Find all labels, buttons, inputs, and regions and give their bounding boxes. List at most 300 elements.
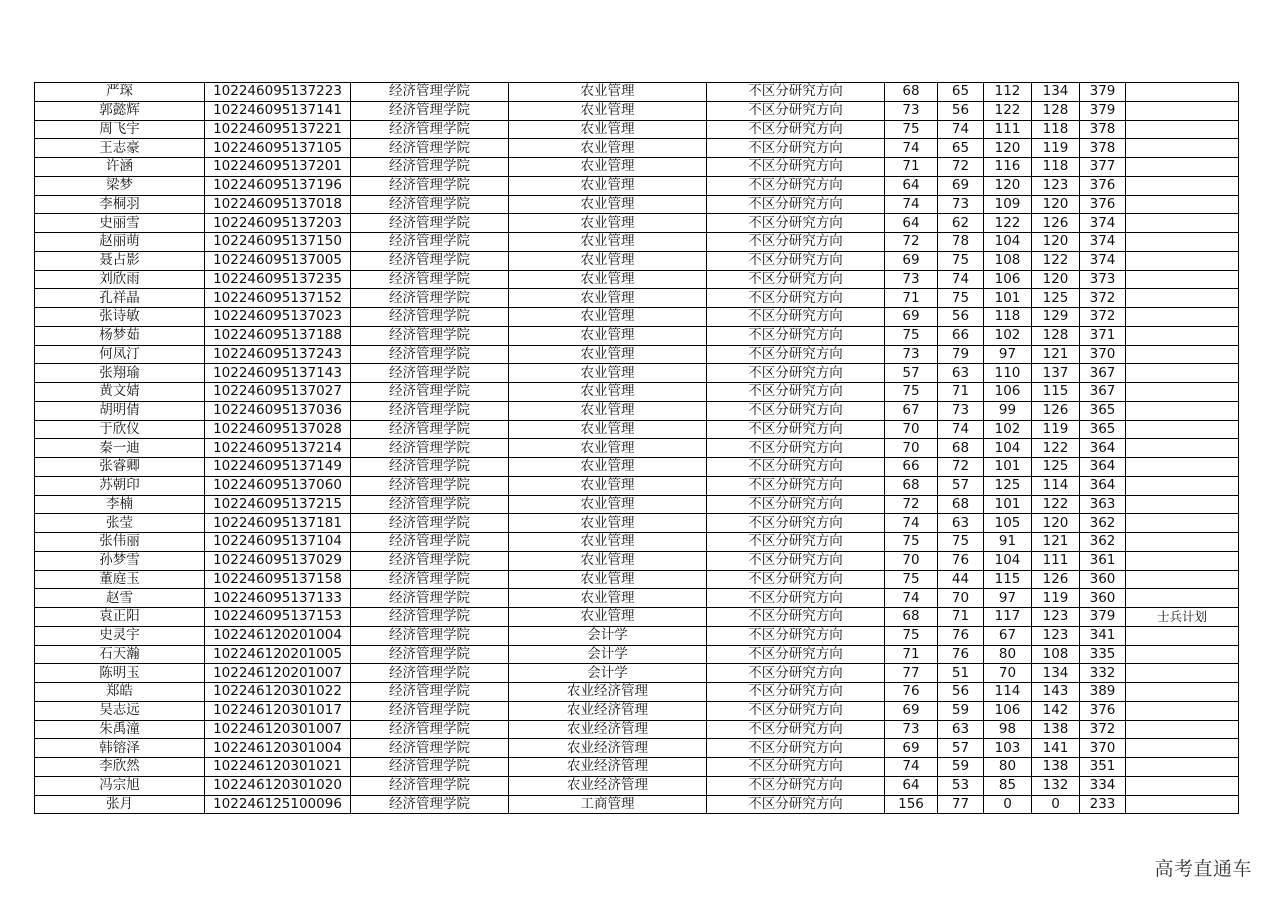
score-subject-2-cell: 119	[1032, 139, 1080, 158]
table-row	[35, 664, 1239, 683]
score-politics-cell: 75	[885, 120, 938, 139]
score-subject-1-cell: 116	[984, 158, 1032, 177]
candidate-name-cell: 刘欣雨	[35, 270, 205, 289]
major-cell: 工商管理	[509, 795, 707, 814]
college-cell: 经济管理学院	[351, 608, 509, 627]
total-score-cell: 374	[1080, 251, 1126, 270]
exam-id-cell: 102246095137104	[205, 533, 351, 552]
candidate-name-cell: 冯宗旭	[35, 776, 205, 795]
research-direction-cell: 不区分研究方向	[707, 383, 885, 402]
note-cell	[1126, 139, 1239, 158]
table-row	[35, 701, 1239, 720]
major-cell: 会计学	[509, 626, 707, 645]
score-subject-1-cell: 99	[984, 401, 1032, 420]
score-politics-cell: 77	[885, 664, 938, 683]
candidate-name-cell: 赵雪	[35, 589, 205, 608]
score-subject-2-cell: 122	[1032, 495, 1080, 514]
score-politics-cell: 68	[885, 608, 938, 627]
exam-id-cell: 102246095137223	[205, 83, 351, 102]
total-score-cell: 373	[1080, 270, 1126, 289]
major-cell: 农业管理	[509, 345, 707, 364]
major-cell: 农业经济管理	[509, 701, 707, 720]
research-direction-cell: 不区分研究方向	[707, 758, 885, 777]
score-subject-2-cell: 119	[1032, 420, 1080, 439]
score-politics-cell: 70	[885, 420, 938, 439]
candidate-name-cell: 李桐羽	[35, 195, 205, 214]
score-politics-cell: 69	[885, 251, 938, 270]
score-politics-cell: 74	[885, 195, 938, 214]
total-score-cell: 372	[1080, 720, 1126, 739]
exam-id-cell: 102246120301020	[205, 776, 351, 795]
table-row	[35, 364, 1239, 383]
candidate-name-cell: 董庭玉	[35, 570, 205, 589]
score-subject-2-cell: 128	[1032, 101, 1080, 120]
research-direction-cell: 不区分研究方向	[707, 795, 885, 814]
note-cell	[1126, 364, 1239, 383]
total-score-cell: 332	[1080, 664, 1126, 683]
college-cell: 经济管理学院	[351, 233, 509, 252]
score-subject-2-cell: 108	[1032, 645, 1080, 664]
table-row	[35, 308, 1239, 327]
total-score-cell: 362	[1080, 533, 1126, 552]
score-politics-cell: 64	[885, 176, 938, 195]
table-row	[35, 570, 1239, 589]
candidate-name-cell: 李欣然	[35, 758, 205, 777]
research-direction-cell: 不区分研究方向	[707, 420, 885, 439]
note-cell	[1126, 720, 1239, 739]
score-subject-2-cell: 126	[1032, 214, 1080, 233]
research-direction-cell: 不区分研究方向	[707, 533, 885, 552]
total-score-cell: 351	[1080, 758, 1126, 777]
score-politics-cell: 73	[885, 270, 938, 289]
total-score-cell: 334	[1080, 776, 1126, 795]
college-cell: 经济管理学院	[351, 570, 509, 589]
score-foreign-language-cell: 76	[938, 645, 984, 664]
total-score-cell: 233	[1080, 795, 1126, 814]
score-subject-1-cell: 0	[984, 795, 1032, 814]
score-subject-2-cell: 121	[1032, 533, 1080, 552]
table-row	[35, 420, 1239, 439]
note-cell	[1126, 326, 1239, 345]
college-cell: 经济管理学院	[351, 420, 509, 439]
major-cell: 农业管理	[509, 195, 707, 214]
major-cell: 会计学	[509, 645, 707, 664]
college-cell: 经济管理学院	[351, 251, 509, 270]
research-direction-cell: 不区分研究方向	[707, 458, 885, 477]
score-subject-2-cell: 119	[1032, 589, 1080, 608]
exam-id-cell: 102246095137235	[205, 270, 351, 289]
major-cell: 农业管理	[509, 401, 707, 420]
major-cell: 农业管理	[509, 139, 707, 158]
score-subject-1-cell: 102	[984, 420, 1032, 439]
exam-id-cell: 102246120301004	[205, 739, 351, 758]
table-row	[35, 270, 1239, 289]
note-cell	[1126, 158, 1239, 177]
candidate-name-cell: 秦一迪	[35, 439, 205, 458]
score-politics-cell: 70	[885, 439, 938, 458]
score-foreign-language-cell: 57	[938, 739, 984, 758]
score-subject-1-cell: 125	[984, 476, 1032, 495]
score-politics-cell: 75	[885, 533, 938, 552]
score-subject-1-cell: 70	[984, 664, 1032, 683]
note-cell	[1126, 214, 1239, 233]
exam-id-cell: 102246095137029	[205, 551, 351, 570]
college-cell: 经济管理学院	[351, 476, 509, 495]
candidate-name-cell: 聂占影	[35, 251, 205, 270]
major-cell: 农业管理	[509, 364, 707, 383]
research-direction-cell: 不区分研究方向	[707, 701, 885, 720]
candidate-name-cell: 张伟丽	[35, 533, 205, 552]
major-cell: 农业管理	[509, 214, 707, 233]
table-row	[35, 551, 1239, 570]
exam-id-cell: 102246125100096	[205, 795, 351, 814]
note-cell	[1126, 83, 1239, 102]
score-subject-1-cell: 122	[984, 101, 1032, 120]
college-cell: 经济管理学院	[351, 683, 509, 702]
candidate-name-cell: 胡明倩	[35, 401, 205, 420]
total-score-cell: 370	[1080, 739, 1126, 758]
total-score-cell: 360	[1080, 570, 1126, 589]
candidate-name-cell: 郭懿辉	[35, 101, 205, 120]
candidate-name-cell: 史丽雪	[35, 214, 205, 233]
note-cell	[1126, 345, 1239, 364]
college-cell: 经济管理学院	[351, 308, 509, 327]
score-foreign-language-cell: 75	[938, 251, 984, 270]
score-foreign-language-cell: 66	[938, 326, 984, 345]
total-score-cell: 335	[1080, 645, 1126, 664]
candidate-name-cell: 杨梦茹	[35, 326, 205, 345]
research-direction-cell: 不区分研究方向	[707, 120, 885, 139]
score-foreign-language-cell: 56	[938, 308, 984, 327]
score-subject-2-cell: 123	[1032, 626, 1080, 645]
note-cell	[1126, 683, 1239, 702]
score-subject-1-cell: 111	[984, 120, 1032, 139]
research-direction-cell: 不区分研究方向	[707, 776, 885, 795]
candidate-name-cell: 孙梦雪	[35, 551, 205, 570]
score-subject-2-cell: 115	[1032, 383, 1080, 402]
note-cell	[1126, 401, 1239, 420]
score-subject-1-cell: 67	[984, 626, 1032, 645]
college-cell: 经济管理学院	[351, 776, 509, 795]
total-score-cell: 364	[1080, 439, 1126, 458]
exam-id-cell: 102246120301017	[205, 701, 351, 720]
total-score-cell: 362	[1080, 514, 1126, 533]
candidate-name-cell: 于欣仪	[35, 420, 205, 439]
score-subject-1-cell: 91	[984, 533, 1032, 552]
score-politics-cell: 64	[885, 776, 938, 795]
score-foreign-language-cell: 59	[938, 758, 984, 777]
total-score-cell: 379	[1080, 83, 1126, 102]
college-cell: 经济管理学院	[351, 101, 509, 120]
college-cell: 经济管理学院	[351, 589, 509, 608]
score-subject-1-cell: 80	[984, 758, 1032, 777]
table-row	[35, 139, 1239, 158]
major-cell: 农业管理	[509, 233, 707, 252]
score-subject-2-cell: 120	[1032, 270, 1080, 289]
exam-id-cell: 102246095137018	[205, 195, 351, 214]
research-direction-cell: 不区分研究方向	[707, 608, 885, 627]
score-subject-2-cell: 122	[1032, 439, 1080, 458]
score-subject-1-cell: 106	[984, 383, 1032, 402]
research-direction-cell: 不区分研究方向	[707, 270, 885, 289]
score-foreign-language-cell: 63	[938, 364, 984, 383]
score-subject-2-cell: 114	[1032, 476, 1080, 495]
score-subject-2-cell: 118	[1032, 120, 1080, 139]
score-subject-2-cell: 132	[1032, 776, 1080, 795]
total-score-cell: 377	[1080, 158, 1126, 177]
exam-id-cell: 102246095137214	[205, 439, 351, 458]
score-subject-1-cell: 120	[984, 139, 1032, 158]
college-cell: 经济管理学院	[351, 758, 509, 777]
total-score-cell: 365	[1080, 401, 1126, 420]
score-politics-cell: 72	[885, 495, 938, 514]
total-score-cell: 341	[1080, 626, 1126, 645]
college-cell: 经济管理学院	[351, 645, 509, 664]
candidate-name-cell: 石天瀚	[35, 645, 205, 664]
score-subject-2-cell: 143	[1032, 683, 1080, 702]
college-cell: 经济管理学院	[351, 720, 509, 739]
note-cell	[1126, 701, 1239, 720]
college-cell: 经济管理学院	[351, 214, 509, 233]
score-foreign-language-cell: 71	[938, 608, 984, 627]
score-foreign-language-cell: 56	[938, 101, 984, 120]
total-score-cell: 367	[1080, 383, 1126, 402]
research-direction-cell: 不区分研究方向	[707, 364, 885, 383]
exam-id-cell: 102246095137243	[205, 345, 351, 364]
table-row	[35, 645, 1239, 664]
major-cell: 农业管理	[509, 158, 707, 177]
candidate-name-cell: 孔祥晶	[35, 289, 205, 308]
major-cell: 农业管理	[509, 101, 707, 120]
table-row	[35, 326, 1239, 345]
college-cell: 经济管理学院	[351, 439, 509, 458]
score-subject-1-cell: 103	[984, 739, 1032, 758]
college-cell: 经济管理学院	[351, 551, 509, 570]
major-cell: 农业管理	[509, 608, 707, 627]
research-direction-cell: 不区分研究方向	[707, 214, 885, 233]
major-cell: 农业管理	[509, 476, 707, 495]
score-foreign-language-cell: 76	[938, 626, 984, 645]
candidate-name-cell: 苏朝印	[35, 476, 205, 495]
college-cell: 经济管理学院	[351, 158, 509, 177]
candidate-name-cell: 张翔瑜	[35, 364, 205, 383]
score-subject-1-cell: 110	[984, 364, 1032, 383]
exam-id-cell: 102246120301021	[205, 758, 351, 777]
score-politics-cell: 75	[885, 570, 938, 589]
college-cell: 经济管理学院	[351, 495, 509, 514]
watermark-text: 高考直通车	[1154, 858, 1252, 880]
score-politics-cell: 74	[885, 514, 938, 533]
score-politics-cell: 69	[885, 739, 938, 758]
exam-id-cell: 102246095137028	[205, 420, 351, 439]
note-cell	[1126, 458, 1239, 477]
table-row	[35, 195, 1239, 214]
total-score-cell: 372	[1080, 308, 1126, 327]
score-subject-2-cell: 0	[1032, 795, 1080, 814]
score-subject-1-cell: 98	[984, 720, 1032, 739]
exam-id-cell: 102246120201004	[205, 626, 351, 645]
exam-id-cell: 102246095137188	[205, 326, 351, 345]
score-subject-1-cell: 80	[984, 645, 1032, 664]
exam-id-cell: 102246095137201	[205, 158, 351, 177]
score-foreign-language-cell: 68	[938, 495, 984, 514]
college-cell: 经济管理学院	[351, 664, 509, 683]
score-subject-2-cell: 125	[1032, 289, 1080, 308]
major-cell: 农业管理	[509, 458, 707, 477]
score-subject-2-cell: 122	[1032, 251, 1080, 270]
score-politics-cell: 76	[885, 683, 938, 702]
score-subject-2-cell: 138	[1032, 758, 1080, 777]
total-score-cell: 389	[1080, 683, 1126, 702]
candidate-name-cell: 韩镕泽	[35, 739, 205, 758]
candidate-name-cell: 严琛	[35, 83, 205, 102]
major-cell: 农业管理	[509, 326, 707, 345]
score-foreign-language-cell: 53	[938, 776, 984, 795]
major-cell: 农业管理	[509, 83, 707, 102]
score-foreign-language-cell: 73	[938, 401, 984, 420]
note-cell	[1126, 758, 1239, 777]
table-row	[35, 683, 1239, 702]
research-direction-cell: 不区分研究方向	[707, 345, 885, 364]
research-direction-cell: 不区分研究方向	[707, 233, 885, 252]
score-politics-cell: 57	[885, 364, 938, 383]
candidate-name-cell: 黄文婧	[35, 383, 205, 402]
college-cell: 经济管理学院	[351, 626, 509, 645]
score-politics-cell: 68	[885, 476, 938, 495]
exam-id-cell: 102246095137221	[205, 120, 351, 139]
table-row	[35, 720, 1239, 739]
table-row	[35, 776, 1239, 795]
research-direction-cell: 不区分研究方向	[707, 158, 885, 177]
candidate-name-cell: 张睿卿	[35, 458, 205, 477]
research-direction-cell: 不区分研究方向	[707, 176, 885, 195]
major-cell: 农业管理	[509, 251, 707, 270]
research-direction-cell: 不区分研究方向	[707, 83, 885, 102]
table-row	[35, 758, 1239, 777]
score-foreign-language-cell: 62	[938, 214, 984, 233]
total-score-cell: 367	[1080, 364, 1126, 383]
score-foreign-language-cell: 68	[938, 439, 984, 458]
note-cell	[1126, 420, 1239, 439]
research-direction-cell: 不区分研究方向	[707, 664, 885, 683]
score-subject-1-cell: 109	[984, 195, 1032, 214]
note-cell	[1126, 645, 1239, 664]
score-politics-cell: 69	[885, 308, 938, 327]
table-row	[35, 214, 1239, 233]
score-foreign-language-cell: 78	[938, 233, 984, 252]
exam-id-cell: 102246095137196	[205, 176, 351, 195]
note-cell	[1126, 195, 1239, 214]
score-subject-1-cell: 97	[984, 589, 1032, 608]
total-score-cell: 379	[1080, 608, 1126, 627]
note-cell	[1126, 289, 1239, 308]
note-cell	[1126, 233, 1239, 252]
note-cell	[1126, 739, 1239, 758]
major-cell: 会计学	[509, 664, 707, 683]
score-politics-cell: 75	[885, 626, 938, 645]
score-subject-2-cell: 128	[1032, 326, 1080, 345]
score-politics-cell: 71	[885, 158, 938, 177]
college-cell: 经济管理学院	[351, 139, 509, 158]
score-politics-cell: 75	[885, 383, 938, 402]
exam-id-cell: 102246095137153	[205, 608, 351, 627]
score-foreign-language-cell: 70	[938, 589, 984, 608]
score-subject-2-cell: 134	[1032, 83, 1080, 102]
total-score-cell: 374	[1080, 233, 1126, 252]
total-score-cell: 372	[1080, 289, 1126, 308]
major-cell: 农业管理	[509, 439, 707, 458]
score-politics-cell: 72	[885, 233, 938, 252]
note-cell	[1126, 664, 1239, 683]
score-foreign-language-cell: 57	[938, 476, 984, 495]
table-row	[35, 608, 1239, 627]
score-subject-1-cell: 101	[984, 495, 1032, 514]
research-direction-cell: 不区分研究方向	[707, 289, 885, 308]
score-subject-1-cell: 112	[984, 83, 1032, 102]
table-row	[35, 120, 1239, 139]
exam-id-cell: 102246095137150	[205, 233, 351, 252]
college-cell: 经济管理学院	[351, 176, 509, 195]
table-row	[35, 514, 1239, 533]
score-foreign-language-cell: 73	[938, 195, 984, 214]
exam-id-cell: 102246095137143	[205, 364, 351, 383]
score-subject-2-cell: 126	[1032, 570, 1080, 589]
table-row	[35, 383, 1239, 402]
note-cell: 士兵计划	[1126, 608, 1239, 627]
score-subject-1-cell: 106	[984, 701, 1032, 720]
score-politics-cell: 71	[885, 645, 938, 664]
table-row	[35, 739, 1239, 758]
table-row	[35, 158, 1239, 177]
score-subject-2-cell: 120	[1032, 514, 1080, 533]
table-row	[35, 458, 1239, 477]
college-cell: 经济管理学院	[351, 364, 509, 383]
score-subject-1-cell: 104	[984, 233, 1032, 252]
score-subject-2-cell: 111	[1032, 551, 1080, 570]
score-politics-cell: 74	[885, 758, 938, 777]
score-foreign-language-cell: 51	[938, 664, 984, 683]
exam-id-cell: 102246095137149	[205, 458, 351, 477]
exam-id-cell: 102246095137141	[205, 101, 351, 120]
college-cell: 经济管理学院	[351, 120, 509, 139]
note-cell	[1126, 101, 1239, 120]
score-foreign-language-cell: 56	[938, 683, 984, 702]
exam-id-cell: 102246095137158	[205, 570, 351, 589]
score-foreign-language-cell: 71	[938, 383, 984, 402]
total-score-cell: 365	[1080, 420, 1126, 439]
score-subject-1-cell: 105	[984, 514, 1032, 533]
candidate-name-cell: 朱禹潼	[35, 720, 205, 739]
score-politics-cell: 70	[885, 551, 938, 570]
exam-id-cell: 102246120301007	[205, 720, 351, 739]
score-politics-cell: 73	[885, 101, 938, 120]
score-subject-1-cell: 117	[984, 608, 1032, 627]
major-cell: 农业管理	[509, 270, 707, 289]
score-politics-cell: 73	[885, 720, 938, 739]
score-subject-2-cell: 134	[1032, 664, 1080, 683]
college-cell: 经济管理学院	[351, 533, 509, 552]
score-foreign-language-cell: 69	[938, 176, 984, 195]
total-score-cell: 364	[1080, 458, 1126, 477]
exam-id-cell: 102246095137027	[205, 383, 351, 402]
table-row	[35, 83, 1239, 102]
note-cell	[1126, 514, 1239, 533]
college-cell: 经济管理学院	[351, 345, 509, 364]
table-row	[35, 401, 1239, 420]
research-direction-cell: 不区分研究方向	[707, 739, 885, 758]
major-cell: 农业经济管理	[509, 739, 707, 758]
table-row	[35, 251, 1239, 270]
